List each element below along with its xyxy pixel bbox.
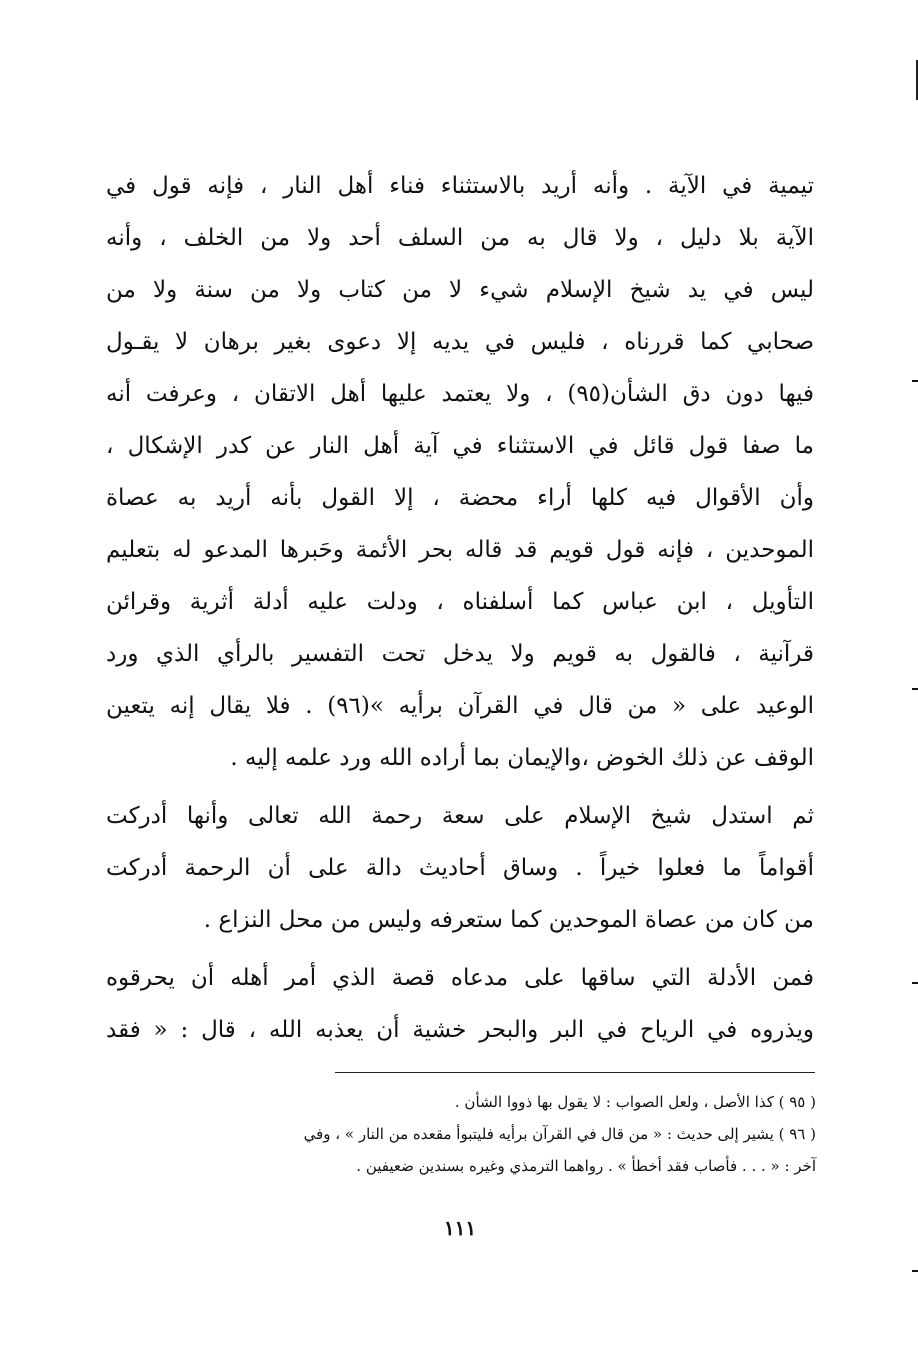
footnotes [140,1086,816,1182]
margin-tick [912,982,918,984]
text-line: الوعيد على « من قال في القرآن برأيه »(٩٦) . فلا يقال إنه يتعين [106,693,814,719]
text-line: ليس في يد شيخ الإسلام شيء لا من كتاب ولا من سنة ولا من [106,277,814,303]
text-line: فمن الأدلة التي ساقها على مدعاه قصة الذي أمر أهله أن يحرقوه [106,965,814,991]
text-line: من كان من عصاة الموحدين كما ستعرفه وليس من محل النزاع . [203,907,814,933]
margin-tick [912,380,918,382]
paragraph-3 [106,952,814,1056]
text-line: تيمية في الآية . وأنه أريد بالاستثناء فناء أهل النار ، فإنه قول في [106,173,814,199]
text-line: الموحدين ، فإنه قول قويم قد قاله بحر الأئمة وحَبرها المدعو له بتعليم [106,537,814,563]
footnote-96: ( ٩٦ ) يشير إلى حديث : « من قال في القرآن برأيه فليتبوأ مقعده من النار » ، وفي [303,1125,816,1143]
text-line: التأويل ، ابن عباس كما أسلفناه ، ودلت عليه أدلة أثرية وقرائن [106,589,814,615]
text-line: ثم استدل شيخ الإسلام على سعة رحمة الله تعالى وأنها أدركت [106,803,814,829]
footnote-divider [335,1072,815,1073]
margin-tick [912,688,918,690]
text-line: صحابي كما قررناه ، فليس في يديه إلا دعوى بغير برهان لا يقـول [106,329,814,355]
text-line: ويذروه في الرياح في البر والبحر خشية أن يعذبه الله ، قال : « فقد [106,1017,814,1043]
footnote-96-continued: آخر : « . . . فأصاب فقد أخطأ » . رواهما الترمذي وغيره بسندين ضعيفين . [356,1157,816,1175]
margin-tick [912,1270,918,1272]
footnote-95: ( ٩٥ ) كذا الأصل ، ولعل الصواب : لا يقول بها ذووا الشأن . [454,1093,816,1111]
text-line: فيها دون دق الشأن(٩٥) ، ولا يعتمد عليها أهل الاتقان ، وعرفت أنه [106,381,814,407]
text-line: قرآنية ، فالقول به قويم ولا يدخل تحت التفسير بالرأي الذي ورد [106,641,814,667]
page-number: ١١١ [443,1216,477,1240]
paragraph-2 [106,790,814,946]
text-line: الوقف عن ذلك الخوض ،والإيمان بما أراده الله ورد علمه إليه . [230,745,814,771]
paragraph-1 [106,160,814,784]
text-line: أقواماً ما فعلوا خيراً . وساق أحاديث دالة على أن الرحمة أدركت [106,855,814,881]
text-line: ما صفا قول قائل في الاستثناء في آية أهل النار عن كدر الإشكال ، [106,433,814,459]
text-line: الآية بلا دليل ، ولا قال به من السلف أحد ولا من الخلف ، وأنه [106,225,814,251]
text-line: وأن الأقوال فيه كلها أراء محضة ، إلا القول بأنه أريد به عصاة [106,485,814,511]
